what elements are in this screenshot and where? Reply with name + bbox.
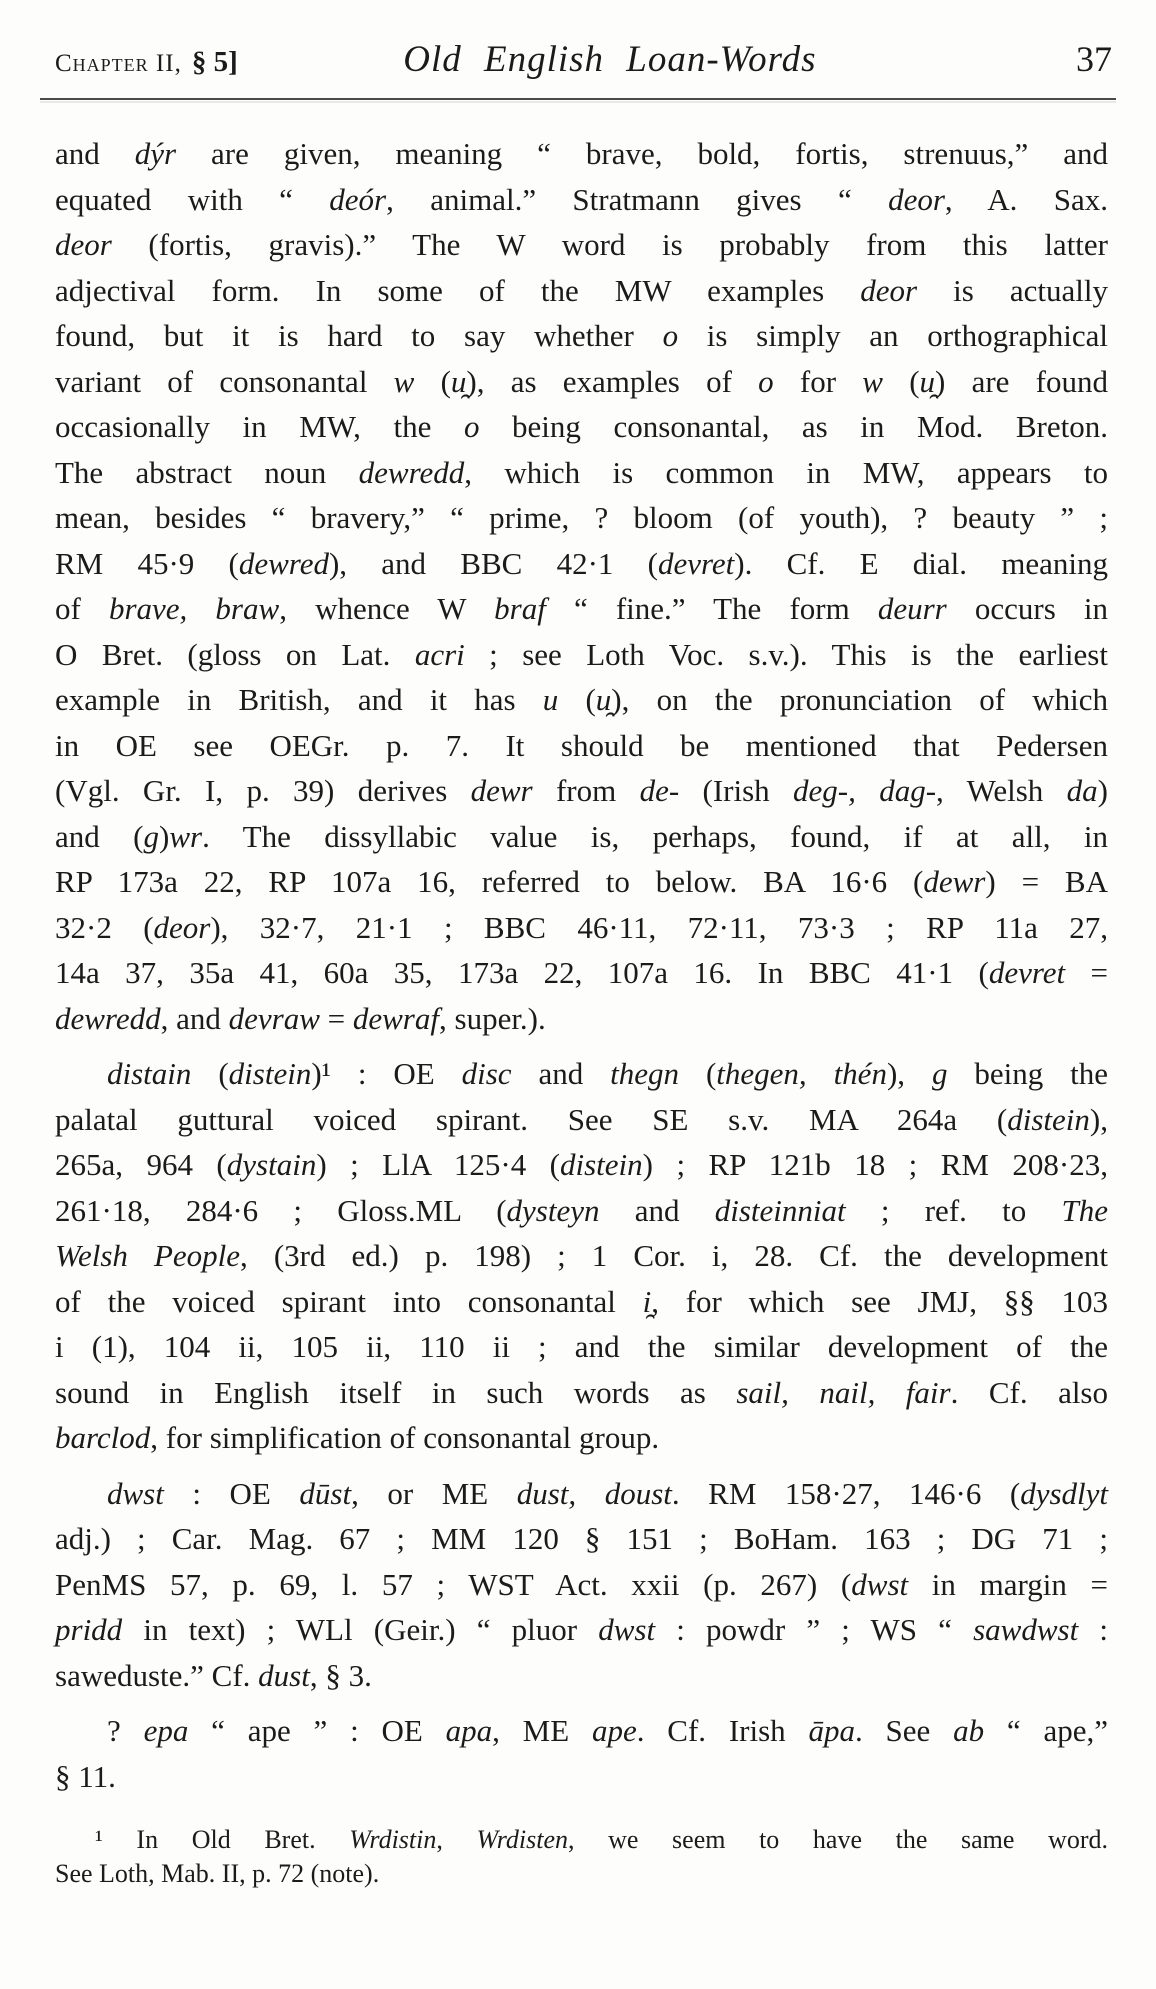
italic-term: Wrdistin [349, 1825, 437, 1854]
text-segment: )¹ : OE [311, 1056, 462, 1091]
text-segment: equated with “ [55, 181, 330, 217]
italic-term: dwst [107, 1475, 164, 1511]
text-segment: “ fine.” The form [545, 591, 878, 626]
text-segment: See Loth, Mab. II, p. 72 (note). [55, 1858, 380, 1888]
italic-term: deor [153, 909, 211, 945]
italic-term: acri [414, 636, 465, 672]
text-line [55, 541, 1108, 587]
italic-term: disteinniat [714, 1192, 846, 1228]
italic-term: devret [657, 545, 735, 581]
text-line [55, 222, 1108, 268]
text-segment: , super.). [439, 1000, 546, 1036]
text-line [55, 268, 1108, 314]
italic-term: deor [888, 181, 945, 217]
text-segment: RM 45·9 ( [55, 545, 239, 581]
italic-term: deor [55, 227, 112, 262]
text-segment: , whence W [279, 591, 495, 626]
italic-term: dwst [598, 1612, 656, 1647]
italic-term: distein [1007, 1101, 1090, 1137]
text-segment: adj.) ; Car. Mag. 67 ; MM 120 § 151 ; BoHam. 163 ; DG 71 ; [55, 1521, 1108, 1556]
text-line [55, 131, 1108, 177]
section-number: § 5] [191, 46, 238, 78]
text-line [55, 1324, 1108, 1370]
italic-term: deór [329, 181, 387, 217]
italic-term: disc [461, 1056, 512, 1091]
text-segment: , ME [492, 1713, 592, 1748]
italic-term: dewraf [352, 1000, 439, 1036]
italic-term: dewr [470, 773, 533, 808]
text-line [55, 677, 1108, 723]
text-segment: adjectival form. In some of the MW examples [55, 272, 861, 308]
text-segment: ( [882, 363, 920, 399]
text-segment: are given, meaning “ brave, bold, fortis, strenuus,” and [176, 136, 1108, 171]
italic-term: deor [860, 272, 918, 308]
italic-term: barclod [55, 1420, 151, 1455]
italic-term: da [1066, 773, 1098, 808]
text-segment: is simply an orthographical [678, 318, 1108, 353]
text-line [55, 1562, 1108, 1608]
text-segment: . RM 158·27, 146·6 ( [671, 1475, 1021, 1511]
italic-term: epa [143, 1713, 189, 1748]
text-segment: . See [854, 1713, 954, 1748]
italic-term: dewredd [55, 1000, 161, 1036]
italic-term: dūst [299, 1475, 352, 1511]
text-segment: (Irish [679, 773, 794, 808]
italic-term: dust [258, 1657, 310, 1693]
text-segment: O Bret. (gloss on Lat. [55, 636, 415, 672]
text-segment: ), on the pronunciation of which [611, 682, 1108, 717]
text-segment: and ( [55, 818, 144, 854]
text-line [55, 1653, 1108, 1699]
text-segment: . The dissyllabic value is, perhaps, found, if at all, in [202, 818, 1108, 854]
text-segment: saweduste.” Cf. [55, 1657, 259, 1693]
text-line [55, 177, 1108, 223]
italic-term: distein [559, 1147, 643, 1182]
text-segment: . Cf. also [950, 1374, 1109, 1410]
text-segment: , for which see JMJ, §§ 103 [651, 1283, 1108, 1319]
text-segment: for [773, 363, 863, 399]
text-line [55, 450, 1108, 496]
text-segment: PenMS 57, p. 69, l. 57 ; WST Act. xxii (p. 267) ( [55, 1566, 852, 1602]
text-segment: , § 3. [309, 1657, 372, 1693]
text-segment: , and [160, 1000, 229, 1036]
text-line [55, 359, 1108, 405]
text-segment: variant of consonantal [55, 363, 394, 399]
text-segment: and [55, 136, 135, 171]
text-segment: is actually [917, 272, 1108, 308]
italic-term: dwst [851, 1566, 909, 1602]
text-segment: and [511, 1056, 611, 1091]
text-segment: sound in English itself in such words as [55, 1374, 737, 1410]
text-line [55, 1051, 1108, 1097]
text-line [55, 1233, 1108, 1279]
italic-term: distain [107, 1056, 192, 1091]
chapter-label [55, 46, 238, 79]
text-segment: ) ; LlA 125·4 ( [316, 1147, 560, 1182]
italic-term: i̯ [642, 1283, 652, 1319]
text-segment: , Welsh [936, 773, 1067, 808]
text-segment: being the [947, 1056, 1109, 1091]
text-line [55, 1823, 1108, 1857]
text-line [55, 905, 1108, 951]
text-line [55, 1415, 1108, 1461]
text-segment: = [1065, 955, 1109, 990]
text-segment: , for simplification of consonantal group. [150, 1420, 660, 1455]
text-segment: ( [558, 682, 596, 717]
italic-term: The [1061, 1192, 1108, 1228]
text-segment: 265a, 964 ( [55, 1147, 227, 1182]
italic-term: dýr [134, 136, 177, 171]
chapter-number: Chapter II, [55, 50, 182, 77]
text-segment: RP 173a 22, RP 107a 16, referred to below. BA 16·6 ( [55, 864, 924, 899]
text-segment: of [55, 591, 109, 626]
text-segment: “ ape ” : OE [188, 1713, 446, 1748]
paragraph-epa [55, 1708, 1108, 1799]
text-segment: ) [158, 818, 170, 854]
page-title: Old English Loan-Words [403, 39, 817, 80]
italic-term: pridd [55, 1612, 123, 1647]
text-line [55, 1142, 1108, 1188]
italic-term: o [463, 409, 480, 444]
italic-term: āpa [808, 1713, 855, 1748]
text-segment: from [532, 773, 640, 808]
text-line [55, 495, 1108, 541]
italic-term: g [143, 818, 159, 854]
italic-term: Wrdisten [476, 1825, 568, 1854]
text-segment: in text) ; WLl (Geir.) “ pluor [122, 1612, 599, 1647]
italic-term: ab [953, 1713, 985, 1748]
text-segment: , A. Sax. [944, 181, 1108, 217]
text-segment: The abstract noun [55, 454, 359, 490]
text-line [55, 313, 1108, 359]
text-segment: ), [886, 1056, 932, 1091]
text-segment: . Cf. Irish [636, 1713, 809, 1748]
italic-term: de- [639, 773, 680, 808]
text-segment: mean, besides “ bravery,” “ prime, ? bloom (of youth), ? beauty ” ; [55, 500, 1108, 535]
text-line [55, 996, 1108, 1042]
text-segment: ¹ In Old Bret. [95, 1825, 350, 1854]
italic-term: Welsh People [55, 1238, 241, 1273]
italic-term: dysdlyt [1020, 1475, 1109, 1511]
text-segment: = [319, 1000, 353, 1036]
text-line [55, 404, 1108, 450]
text-line [55, 1097, 1108, 1143]
text-line [55, 1279, 1108, 1325]
paragraph-distain [55, 1051, 1108, 1461]
text-segment: i (1), 104 ii, 105 ii, 110 ii ; and the similar development of the [55, 1329, 1108, 1364]
italic-term: wr [169, 818, 203, 854]
text-segment: found, but it is hard to say whether [55, 318, 663, 353]
italic-term: u̯ [595, 682, 612, 717]
text-line [55, 1754, 1108, 1800]
paragraph-dwst [55, 1471, 1108, 1699]
page-number: 37 [1076, 39, 1112, 79]
text-segment: , or ME [351, 1475, 517, 1511]
text-segment: : powdr ” ; WS “ [655, 1612, 974, 1647]
text-segment: of the voiced spirant into consonantal [55, 1283, 643, 1319]
footnote [55, 1823, 1108, 1890]
text-segment: ) are found [935, 363, 1108, 399]
text-segment: ; ref. to [845, 1192, 1062, 1228]
text-segment: and [599, 1192, 715, 1228]
text-segment: ) [1097, 773, 1108, 808]
text-line [55, 1857, 1108, 1891]
text-segment: ? [107, 1713, 144, 1748]
text-segment: example in British, and it has [55, 682, 543, 717]
italic-term: dewredd [358, 454, 465, 490]
text-segment: : [1078, 1612, 1108, 1647]
italic-term: deg-, dag- [793, 773, 937, 808]
text-segment: occurs in [946, 591, 1109, 626]
text-segment: occasionally in MW, the [55, 409, 464, 444]
text-line [55, 1188, 1108, 1234]
text-line [55, 632, 1108, 678]
italic-term: g [931, 1056, 948, 1091]
italic-term: thegen, thén [716, 1056, 887, 1091]
italic-term: thegn [610, 1056, 680, 1091]
text-segment: ( [414, 363, 451, 399]
text-segment: ), [1089, 1101, 1108, 1137]
italic-term: u [542, 682, 559, 717]
body-text [55, 131, 1108, 1799]
italic-term: sail, nail, fair [736, 1374, 951, 1410]
paragraph-dewr [55, 131, 1108, 1041]
text-line [55, 814, 1108, 860]
text-segment: ), 32·7, 21·1 ; BBC 46·11, 72·11, 73·3 ; RP 11a 27, [210, 909, 1108, 945]
text-line [55, 1708, 1108, 1754]
text-segment: in margin = [908, 1566, 1109, 1602]
italic-term: w [393, 363, 415, 399]
text-segment: ; see Loth Voc. s.v.). This is the earliest [464, 636, 1108, 672]
italic-term: o [662, 318, 679, 353]
text-line [55, 859, 1108, 905]
text-segment: , (3rd ed.) p. 198) ; 1 Cor. i, 28. Cf. the development [240, 1238, 1109, 1273]
text-segment: , which is common in MW, appears to [464, 454, 1108, 490]
text-line [55, 1607, 1108, 1653]
italic-term: devraw [228, 1000, 320, 1036]
text-segment: 261·18, 284·6 ; Gloss.ML ( [55, 1192, 507, 1228]
text-segment: ) = BA [985, 864, 1108, 899]
italic-term: dystain [226, 1147, 317, 1182]
text-line [55, 586, 1108, 632]
text-segment: , we seem to have the same word. [567, 1825, 1108, 1854]
text-line [55, 768, 1108, 814]
italic-term: dewr [923, 864, 986, 899]
italic-term: deurr [877, 591, 947, 626]
header-rule [40, 98, 1116, 100]
text-segment: ). Cf. E dial. meaning [734, 545, 1108, 581]
text-segment: , animal.” Stratmann gives “ [386, 181, 889, 217]
text-segment: ( [679, 1056, 717, 1091]
italic-term: devret [988, 955, 1066, 990]
text-segment: ), as examples of [466, 363, 759, 399]
italic-term: sawdwst [973, 1612, 1079, 1647]
italic-term: w [862, 363, 883, 399]
italic-term: u̯ [919, 363, 936, 399]
text-segment: § 11. [55, 1758, 116, 1794]
text-line [55, 1471, 1108, 1517]
text-line [55, 1370, 1108, 1416]
italic-term: braf [494, 591, 546, 626]
text-segment: 14a 37, 35a 41, 60a 35, 173a 22, 107a 16. In BBC 41·1 ( [55, 955, 989, 990]
text-segment: (Vgl. Gr. I, p. 39) derives [55, 773, 471, 808]
italic-term: o [758, 363, 774, 399]
italic-term: dewred [238, 545, 329, 581]
text-segment: , [436, 1825, 477, 1854]
text-segment: : OE [163, 1475, 300, 1511]
italic-term: dysteyn [506, 1192, 600, 1228]
running-head [0, 0, 1156, 81]
text-line [55, 723, 1108, 769]
text-segment: in OE see OEGr. p. 7. It should be mentioned that Pedersen [55, 727, 1108, 763]
text-segment: ), and BBC 42·1 ( [328, 545, 658, 581]
text-line [55, 950, 1108, 996]
text-line [55, 1516, 1108, 1562]
text-segment: being consonantal, as in Mod. Breton. [479, 409, 1108, 444]
italic-term: brave, braw [108, 591, 280, 626]
text-segment: “ ape,” [984, 1713, 1108, 1748]
text-segment: (fortis, gravis).” The W word is probably from this latter [111, 227, 1108, 262]
text-segment: ( [191, 1056, 229, 1091]
italic-term: distein [228, 1056, 312, 1091]
text-segment: ) ; RP 121b 18 ; RM 208·23, [642, 1147, 1109, 1182]
italic-term: ape [591, 1713, 637, 1748]
italic-term: u̯ [450, 363, 467, 399]
text-segment: 32·2 ( [55, 909, 154, 945]
italic-term: dust, doust [516, 1475, 672, 1511]
text-segment: palatal guttural voiced spirant. See SE s.v. MA 264a ( [55, 1101, 1008, 1137]
italic-term: apa [445, 1713, 493, 1748]
